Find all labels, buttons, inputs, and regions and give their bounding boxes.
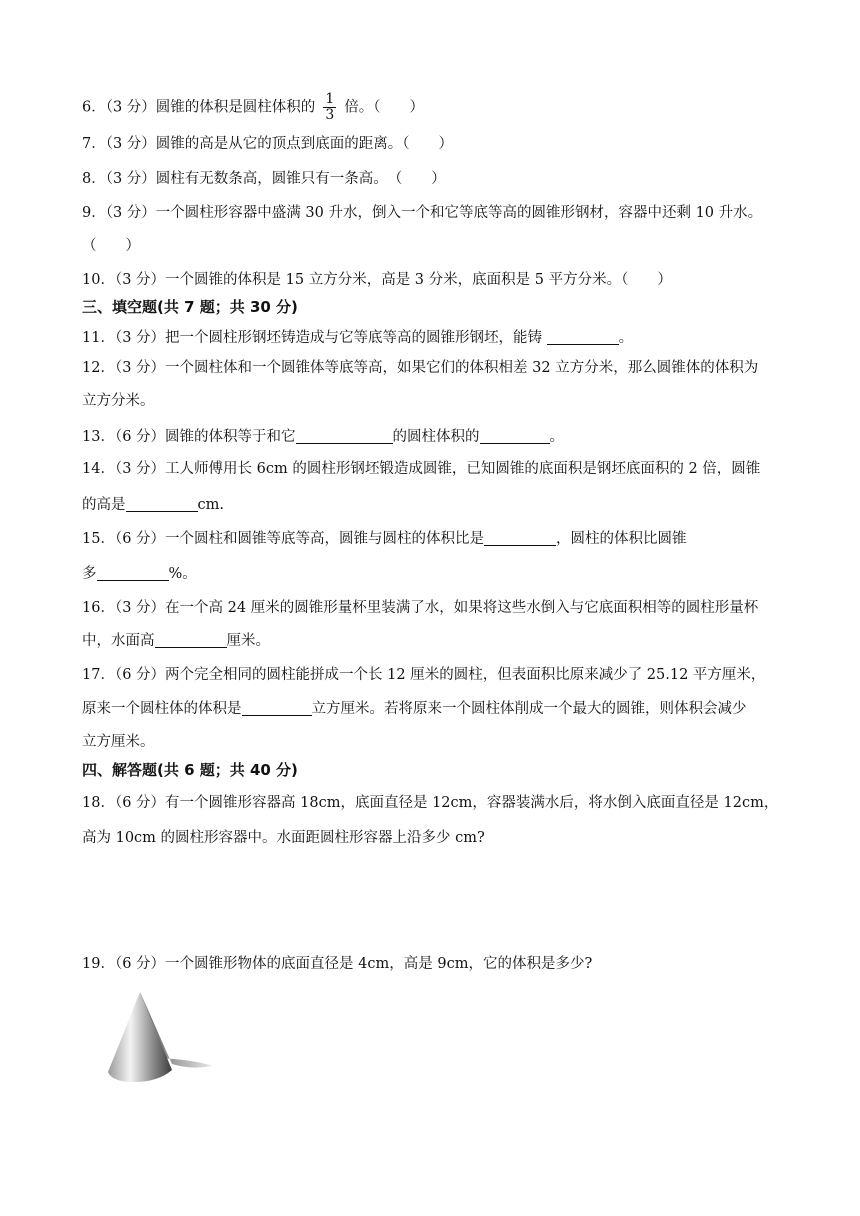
section-4-heading: 四、解答题(共 6 题；共 40 分): [82, 761, 298, 779]
question-14-line1: 14．（3 分）工人师傅用长 6cm 的圆柱形钢坯锻造成圆锥，已知圆锥的底面积是钢坯底面积的 2 倍，圆锥: [82, 461, 761, 477]
question-15-line1: 15．（6 分）一个圆柱和圆锥等底等高，圆锥与圆柱的体积比是 ，圆柱的体积比圆锥: [82, 531, 687, 547]
question-10: 10．（3 分）一个圆锥的体积是 15 立方分米，高是 3 分米，底面积是 5 平方分米。（ ）: [82, 272, 672, 288]
answer-blank[interactable]: [242, 699, 312, 716]
question-12-line1: 12．（3 分）一个圆柱体和一个圆锥体等底等高，如果它们的体积相差 32 立方分米，那么圆锥体的体积为: [82, 360, 759, 376]
answer-blank[interactable]: [126, 495, 198, 512]
answer-blank[interactable]: [296, 427, 393, 444]
answer-blank[interactable]: [484, 529, 556, 546]
question-6: 6．（3 分）圆锥的体积是圆柱体积的 $\frac{1}{3}$ 倍。（ ）: [82, 91, 424, 123]
question-11: 11．（3 分）把一个圆柱形钢坯铸造成与它等底等高的圆锥形钢坯，能铸 。: [82, 330, 634, 346]
question-12-line2: 立方分米。: [82, 393, 155, 409]
question-18-line2: 高为 10cm 的圆柱形容器中。水面距圆柱形容器上沿多少 cm?: [82, 830, 485, 846]
question-9-line2: （ ）: [82, 238, 140, 254]
question-15-line2: 多 %。: [82, 566, 197, 582]
question-16-line2: 中，水面高 厘米。: [82, 633, 270, 649]
section-3-heading: 三、填空题(共 7 题；共 30 分): [82, 298, 298, 316]
answer-blank[interactable]: [155, 631, 227, 648]
question-7: 7．（3 分）圆锥的高是从它的顶点到底面的距离。（ ）: [82, 136, 454, 152]
answer-blank[interactable]: [480, 427, 550, 444]
question-14-line2: 的高是 cm.: [82, 497, 224, 513]
cone-body: [108, 992, 172, 1082]
question-8: 8．（3 分）圆柱有无数条高，圆锥只有一条高。 （ ）: [82, 171, 446, 187]
question-13: 13．（6 分）圆锥的体积等于和它 的圆柱体积的 。: [82, 429, 565, 445]
answer-blank[interactable]: [97, 564, 169, 581]
question-9-line1: 9．（3 分）一个圆柱形容器中盛满 30 升水，倒入一个和它等底等高的圆锥形钢材，容器中还剩 10 升水。: [82, 205, 763, 221]
question-16-line1: 16．（3 分）在一个高 24 厘米的圆锥形量杯里装满了水，如果将这些水倒入与它底面积相等的圆柱形量杯: [82, 600, 759, 616]
question-18-line1: 18．（6 分）有一个圆锥形容器高 18cm，底面直径是 12cm，容器装满水后，将水倒入底面直径是 12cm，: [82, 795, 779, 811]
answer-blank[interactable]: [547, 328, 619, 345]
cone-image: [100, 990, 215, 1085]
question-17-line3: 立方厘米。: [82, 734, 155, 750]
question-17-line1: 17．（6 分）两个完全相同的圆柱能拼成一个长 12 厘米的圆柱，但表面积比原来减少了 25.12 平方厘米，: [82, 667, 766, 683]
fraction-one-third: $\frac{1}{3}$: [325, 91, 335, 123]
question-17-line2: 原来一个圆柱体的体积是 立方厘米。若将原来一个圆柱体削成一个最大的圆锥，则体积会减少: [82, 701, 747, 717]
question-19: 19．（6 分）一个圆锥形物体的底面直径是 4cm，高是 9cm，它的体积是多少?: [82, 956, 593, 972]
